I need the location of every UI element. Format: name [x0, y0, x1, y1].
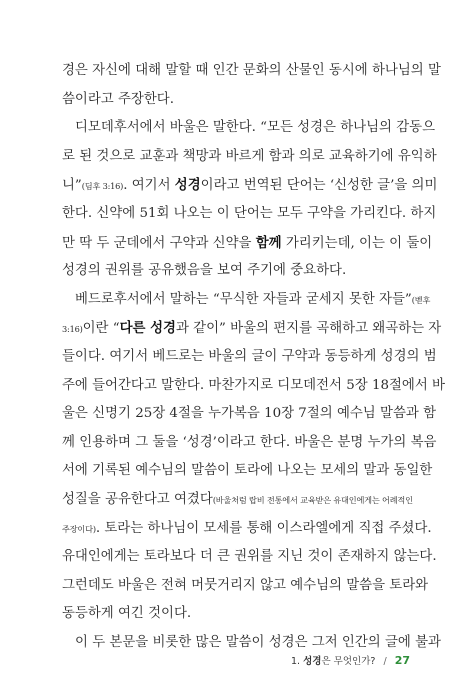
footer-separator: /	[383, 656, 387, 667]
text-segment: . 토라는 하나님이 모세를 통해 이스라엘에게 직접 주셨다.	[95, 520, 432, 536]
chapter-title-rest: 은 무엇인가?	[321, 656, 376, 667]
text-line	[62, 600, 410, 629]
text-line	[62, 200, 437, 229]
text-segment: 성경의 권위를 공유했음을 보여 주기에 중요하다.	[62, 263, 347, 279]
text-segment: 로 된 것으로 교훈과 책망과 바르게 함과 의로 교육하기에 유익하	[62, 148, 437, 164]
emphasis-text: 다른 성경	[119, 320, 176, 337]
page-number: 27	[394, 654, 410, 667]
text-line	[62, 572, 429, 601]
text-segment: 디모데후서에서 바울은 말한다. “모든 성경은 하나님의 감동으	[75, 120, 436, 136]
emphasis-text: 성경	[174, 177, 201, 194]
text-line	[62, 486, 413, 515]
reference-text: 주장이다)	[62, 523, 96, 534]
emphasis-text: 함께	[255, 234, 282, 251]
text-line	[62, 429, 437, 458]
text-line	[62, 314, 442, 343]
chapter-title-bold: 성경	[303, 656, 322, 667]
text-line	[62, 372, 445, 401]
text-segment: 경은 자신에 대해 말할 때 인간 문화의 산물인 동시에 하나님의 말	[62, 63, 441, 78]
text-line	[62, 457, 433, 486]
text-line	[62, 257, 410, 286]
text-segment: 유대인에게는 토라보다 더 큰 권위를 지닌 것이 존재하지 않는다.	[62, 549, 437, 565]
reference-text: (바울처럼 랍비 전통에서 교육받은 유대인에게는 어례적인	[212, 494, 413, 505]
text-line	[62, 143, 437, 172]
text-segment: 한다. 신약에 51회 나오는 이 단어는 모두 구약을 가리킨다. 하지	[62, 205, 437, 221]
text-line	[62, 229, 433, 258]
reference-text: (벧후	[411, 294, 431, 305]
body-text	[62, 57, 445, 657]
chapter-number: 1.	[291, 656, 301, 667]
text-segment: 이라고 번역된 단어는 ‘신성한 글’을 의미	[200, 178, 438, 194]
reference-text: (딤후 3:16)	[81, 181, 124, 192]
text-line	[62, 114, 436, 143]
text-segment: 그런데도 바울은 전혀 머뭇거리지 않고 예수님의 말씀을 토라와	[62, 577, 429, 593]
text-segment: 울은 신명기 25장 4절을 누가복음 10장 7절의 예수님 말씀과 함	[62, 406, 437, 422]
text-segment: 만 딱 두 군데에서 구약과 신약을	[62, 235, 256, 251]
text-segment: 베드로후서에서 말하는 “무식한 자들과 굳세지 못한 자들”	[75, 291, 412, 307]
text-segment: 께 인용하며 그 둘을 ‘성경’이라고 한다. 바울은 분명 누가의 복음	[62, 434, 437, 450]
text-segment: 이란 “	[82, 321, 120, 337]
text-segment: 주에 들어간다고 말한다. 마찬가지로 디모데전서 5장 18절에서 바	[62, 377, 445, 393]
text-line	[62, 343, 437, 372]
text-segment: 이 두 본문을 비롯한 많은 말씀이 성경은 그저 인간의 글에 불과	[75, 634, 441, 650]
text-segment: 가리키는데, 이는 이 둘이	[281, 235, 433, 251]
text-line	[62, 515, 432, 544]
text-segment: 씀이라고 주장한다.	[62, 91, 174, 107]
text-segment: . 여기서	[123, 178, 175, 194]
running-footer	[291, 653, 410, 667]
text-line	[62, 400, 437, 429]
text-line	[62, 171, 438, 200]
text-segment: 들이다. 여기서 베드로는 바울의 글이 구약과 동등하게 성경의 범	[62, 348, 437, 364]
text-line	[62, 286, 431, 315]
text-segment: 성질을 공유한다고 여겼다	[62, 491, 213, 507]
reference-text: 3:16)	[62, 324, 83, 335]
text-segment: 서에 기록된 예수님의 말씀이 토라에 나오는 모세의 말과 동일한	[62, 463, 433, 479]
text-segment: 과 같이” 바울의 편지를 곡해하고 왜곡하는 자	[175, 321, 442, 337]
text-line	[62, 57, 441, 86]
text-segment: 동등하게 여긴 것이다.	[62, 606, 192, 622]
text-line	[62, 86, 410, 115]
text-segment: 니”	[62, 178, 82, 194]
text-line	[62, 543, 437, 572]
